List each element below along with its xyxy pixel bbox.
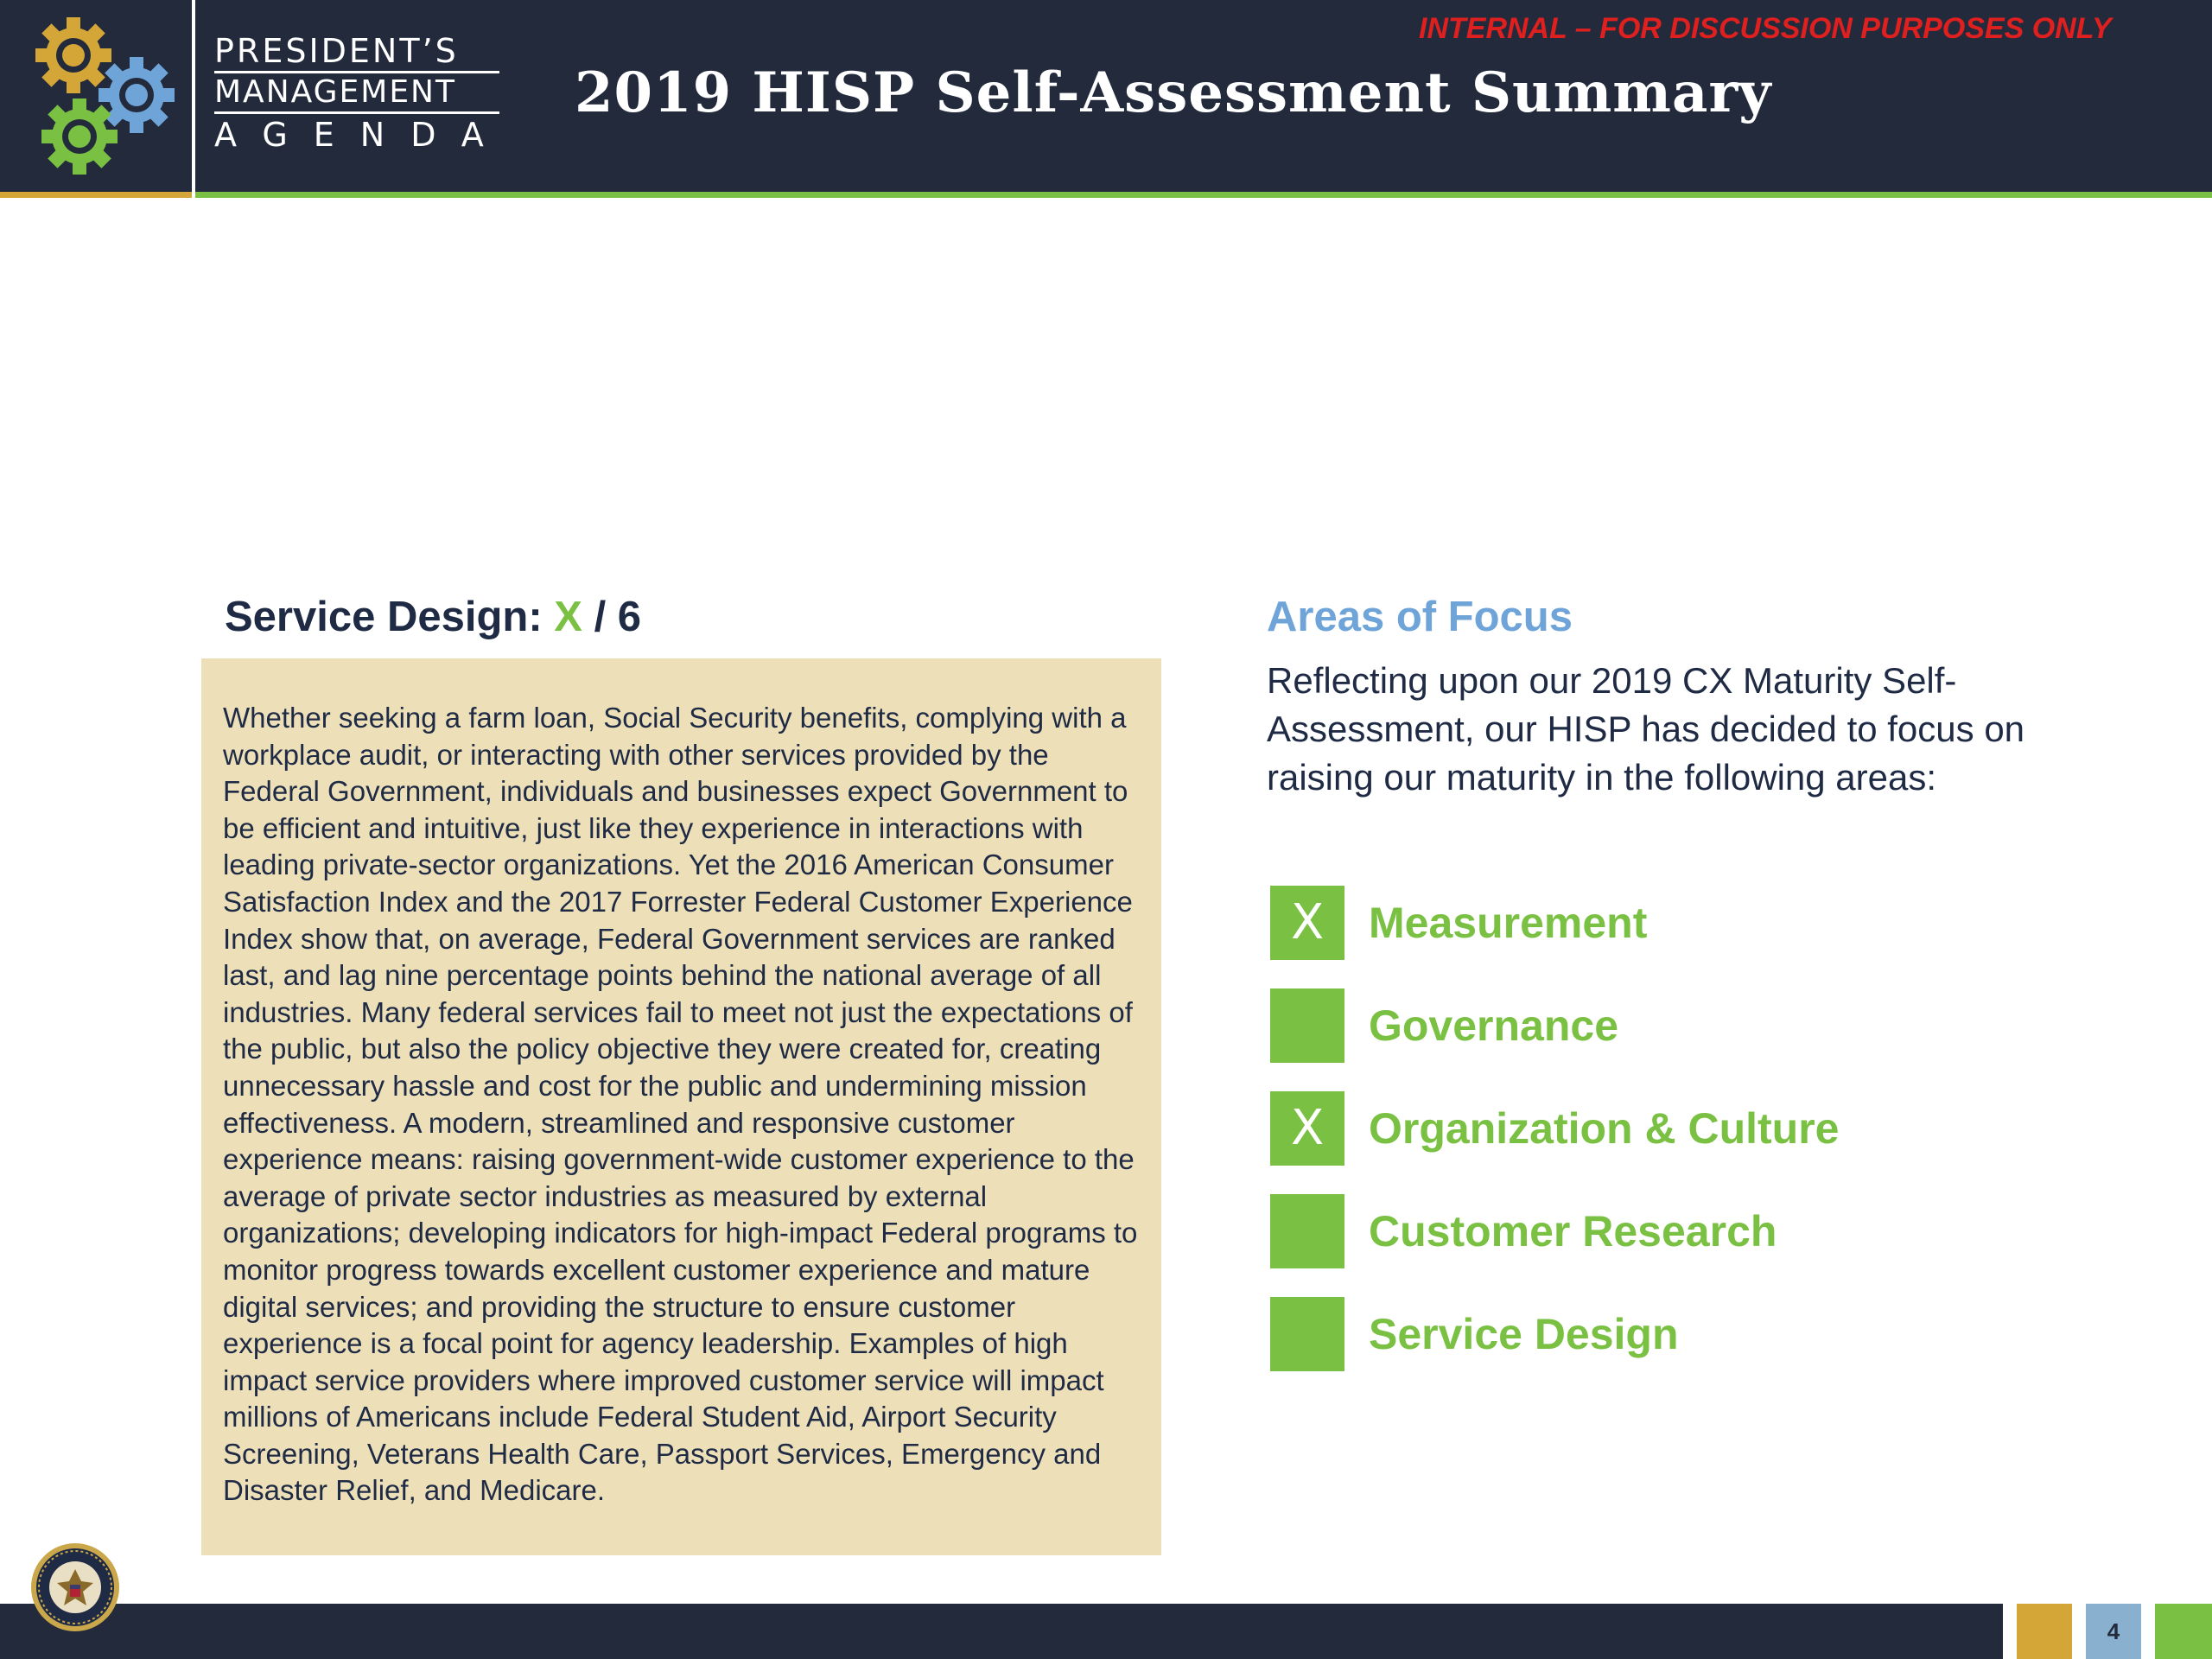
header-green-rule bbox=[195, 192, 2212, 198]
page-number: 4 bbox=[2086, 1604, 2141, 1659]
focus-item-service-design bbox=[1270, 1297, 2134, 1400]
focus-label-service-design: Service Design bbox=[1369, 1310, 1679, 1358]
logo-line-agenda: AGENDA bbox=[214, 116, 510, 154]
footer-bar bbox=[0, 1604, 2003, 1659]
areas-of-focus-description: Reflecting upon our 2019 CX Maturity Self-Assessment, our HISP has decided to focus on raising our maturity in the following areas: bbox=[1267, 660, 2025, 798]
checkbox-service-design[interactable] bbox=[1270, 1297, 1344, 1371]
heading-prefix: Service Design: bbox=[225, 594, 555, 640]
heading-suffix: / 6 bbox=[582, 594, 642, 640]
pma-logo-text bbox=[214, 31, 510, 156]
focus-item-organization-culture bbox=[1270, 1091, 2134, 1194]
header-gold-rule bbox=[0, 192, 192, 198]
service-design-heading bbox=[225, 593, 641, 641]
description-text: Whether seeking a farm loan, Social Security benefits, complying with a workplace audit, or interacting with other services provided by the Federal Government, individuals and businesses expect Government to be efficient and intuitive, just like they experience in interactions with leading private-sector organizations. Yet the 2016 American Consumer Satisfaction Index and the 2017 Forrester Federal Customer Experience Index show that, on average, Federal Government services are ranked last, and lag nine percentage points behind the national average of all industries. Many federal services fail to meet not just the expectations of the public, but also the policy objective they were created for, creating unnecessary hassle and cost for the public and undermining mission effectiveness. A modern, streamlined and responsive customer experience means: raising government-wide customer experience to the average of private sector industries as measured by external organizations; developing indicators for high-impact Federal programs to monitor progress towards excellent customer experience and mature digital services; and providing the structure to ensure customer experience is a focal point for agency leadership. Examples of high impact service providers where improved customer service will impact millions of Americans include Federal Student Aid, Airport Security Screening, Veterans Health Care, Passport Services, Emergency and Disaster Relief, and Medicare. bbox=[223, 702, 1138, 1507]
focus-label-measurement: Measurement bbox=[1369, 899, 1648, 947]
focus-item-governance bbox=[1270, 988, 2134, 1091]
focus-list bbox=[1270, 886, 2134, 1400]
focus-item-customer-research bbox=[1270, 1194, 2134, 1297]
slide-title: 2019 HISP Self-Assessment Summary bbox=[575, 60, 1772, 125]
logo-line-presidents: PRESIDENT’S bbox=[214, 32, 459, 70]
focus-label-customer-research: Customer Research bbox=[1369, 1207, 1777, 1255]
internal-banner: INTERNAL – FOR DISCUSSION PURPOSES ONLY bbox=[1419, 12, 2112, 45]
presidential-seal-icon bbox=[29, 1541, 121, 1633]
footer-green-square bbox=[2155, 1604, 2212, 1659]
footer-gold-square bbox=[2017, 1604, 2072, 1659]
header-divider bbox=[192, 0, 195, 198]
heading-score: X bbox=[554, 594, 582, 640]
focus-label-organization-culture: Organization & Culture bbox=[1369, 1104, 1840, 1153]
logo-line-management: MANAGEMENT bbox=[214, 71, 499, 114]
checkbox-measurement[interactable]: X bbox=[1270, 886, 1344, 960]
focus-item-measurement bbox=[1270, 886, 2134, 988]
checkbox-customer-research[interactable] bbox=[1270, 1194, 1344, 1268]
checkbox-governance[interactable] bbox=[1270, 988, 1344, 1063]
gears-logo-icon bbox=[26, 12, 190, 185]
checkbox-organization-culture[interactable]: X bbox=[1270, 1091, 1344, 1166]
areas-of-focus-title: Areas of Focus bbox=[1267, 594, 1573, 640]
focus-label-governance: Governance bbox=[1369, 1001, 1619, 1050]
